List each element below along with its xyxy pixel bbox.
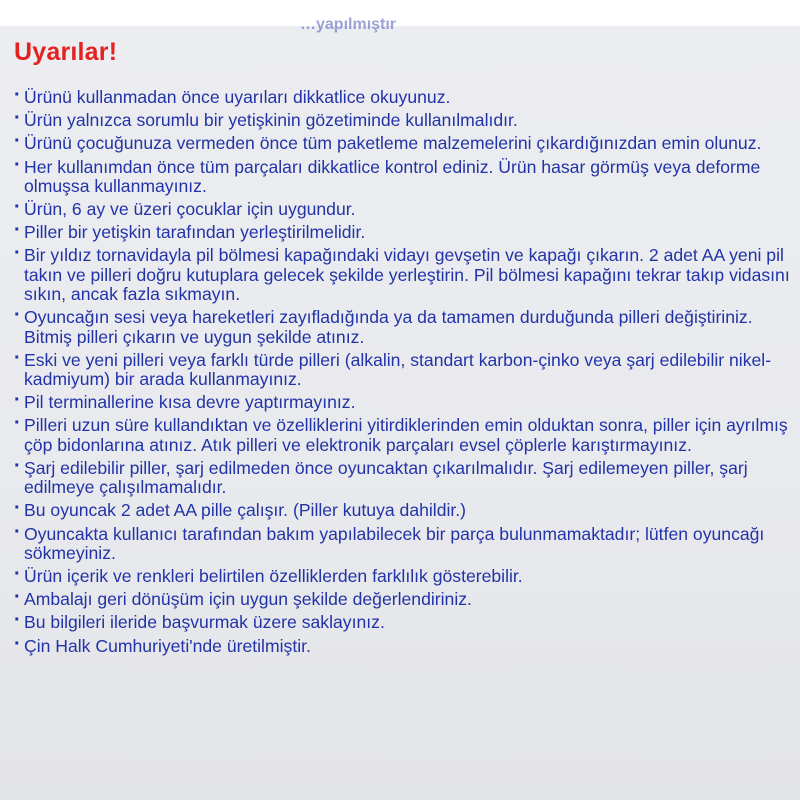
warning-item [14,351,796,390]
warning-item [14,613,796,632]
warning-text: · Ürün yalnızca sorumlu bir yetişkinin gözetiminde kullanılmalıdır. [24,110,518,131]
warning-text: · Piller bir yetişkin tarafından yerleştirilmelidir. [24,222,366,243]
warning-item [14,637,796,656]
warning-item [14,246,796,304]
warning-item [14,111,796,130]
warning-text: · Ambalajı geri dönüşüm için uygun şekilde değerlendiriniz. [24,589,472,610]
warning-item [14,416,796,455]
warning-text: · Eski ve yeni pilleri veya farklı türde pilleri (alkalin, standart karbon-çinko veya şarj edilebilir nikel-kadmiyum) bir arada kullanmayınız. [24,349,772,389]
warning-item [14,590,796,609]
warning-label-card [0,16,800,800]
warning-text: · Bir yıldız tornavidayla pil bölmesi kapağındaki vidayı gevşetin ve kapağı çıkarın. 2 adet AA yeni pil takın ve pilleri doğru kutuplara gelecek şekilde yerleştirin. Pil bölmesi kapağını tekrar takıp vidasını sıkın, ancak fazla sıkmayın. [24,245,790,305]
warnings-list [14,88,796,660]
warning-text: · Her kullanımdan önce tüm parçaları dikkatlice kontrol ediniz. Ürün hasar görmüş veya deforme olmuşsa kullanmayınız. [24,156,761,196]
warnings-heading: Uyarılar! [14,38,118,66]
warning-item [14,501,796,520]
warning-text: · Ürünü çocuğunuza vermeden önce tüm paketleme malzemelerini çıkardığınızdan emin olunuz. [24,133,762,154]
warning-item [14,567,796,586]
warning-item [14,393,796,412]
warning-item [14,158,796,197]
warning-text: · Oyuncakta kullanıcı tarafından bakım yapılabilecek bir parça bulunmamaktadır; lütfen oyuncağı sökmeyiniz. [24,523,765,563]
warning-item [14,525,796,564]
warning-text: · Bu oyuncak 2 adet AA pille çalışır. (Piller kutuya dahildir.) [24,500,467,521]
warning-text: · Ürünü kullanmadan önce uyarıları dikkatlice okuyunuz. [24,87,451,107]
warning-text: · Çin Halk Cumhuriyeti'nde üretilmiştir. [24,635,311,656]
warning-text: · Pil terminallerine kısa devre yaptırmayınız. [24,392,356,413]
cut-off-text-fragment: …yapılmıştır [300,16,397,33]
warning-text: · Oyuncağın sesi veya hareketleri zayıfladığında ya da tamamen durduğunda pilleri değiştiriniz. Bitmiş pilleri çıkarın ve uygun şekilde atınız. [24,307,753,347]
warning-text: · Bu bilgileri ileride başvurmak üzere saklayınız. [24,612,385,633]
warning-item [14,134,796,153]
warning-text: · Şarj edilebilir piller, şarj edilmeden önce oyuncaktan çıkarılmalıdır. Şarj edilemeyen piller, şarj edilmeye çalışılmamalıdır. [24,457,748,498]
warning-item [14,200,796,219]
warning-text: · Ürün içerik ve renkleri belirtilen özelliklerden farklılık gösterebilir. [24,566,523,586]
warning-item [14,88,796,107]
warning-item [14,308,796,347]
warning-item [14,459,796,498]
warning-item [14,223,796,242]
warning-text: · Pilleri uzun süre kullandıktan ve özelliklerini yitirdiklerinden emin olduktan sonra, piller için ayrılmış çöp bidonlarına atınız. Atık pilleri ve elektronik parçaları evsel çöplerle karıştırmayınız. [24,415,788,455]
warning-text: · Ürün, 6 ay ve üzeri çocuklar için uygundur. [24,199,356,220]
